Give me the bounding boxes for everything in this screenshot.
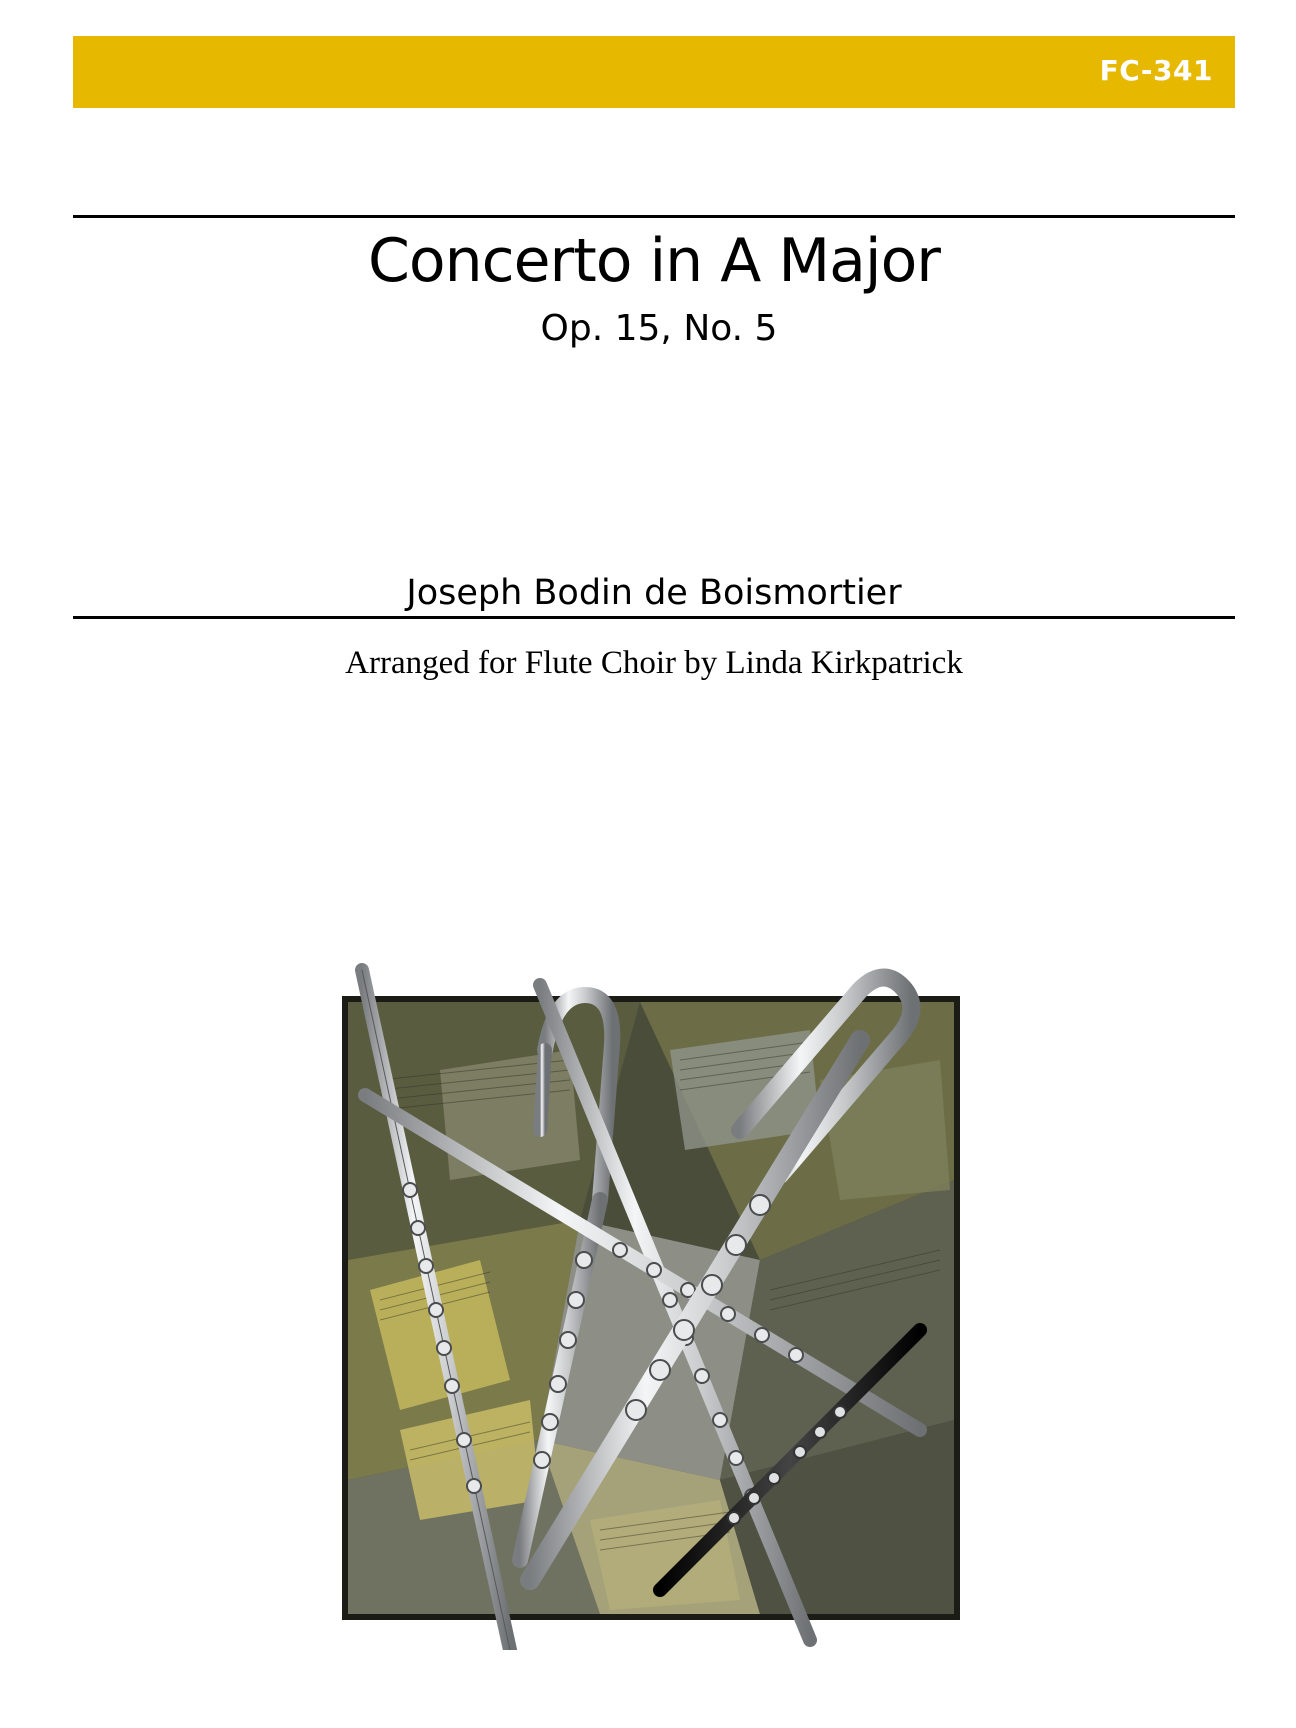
arranger-credit: Arranged for Flute Choir by Linda Kirkpatrick	[345, 645, 963, 681]
page-title: Concerto in A Major	[368, 226, 940, 296]
opus-number: Op. 15, No. 5	[540, 308, 778, 349]
flutes-illustration	[340, 960, 970, 1650]
composer-name: Joseph Bodin de Boismortier	[406, 573, 902, 613]
catalog-code: FC-341	[1099, 54, 1213, 87]
composer-divider	[73, 616, 1235, 619]
top-divider	[73, 215, 1235, 218]
top-banner	[73, 36, 1235, 108]
